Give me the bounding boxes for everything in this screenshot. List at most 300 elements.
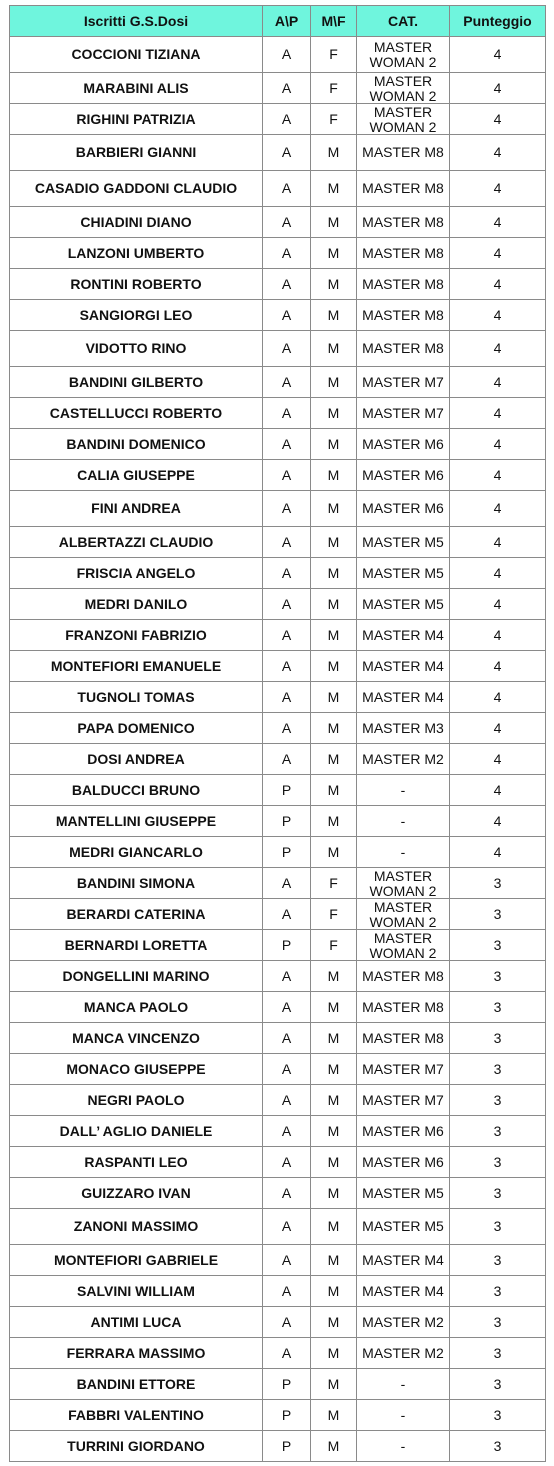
points-cell: 4 [450, 207, 546, 238]
points-cell: 4 [450, 558, 546, 589]
table-row [10, 238, 546, 269]
athlete-name-cell: ALBERTAZZI CLAUDIO [10, 527, 263, 558]
athlete-name-cell: FRISCIA ANGELO [10, 558, 263, 589]
table-body [10, 37, 546, 1462]
gender-cell: M [311, 1209, 357, 1245]
category-cell [357, 1054, 450, 1085]
gender-cell: M [311, 961, 357, 992]
athlete-name-cell: BERNARDI LORETTA [10, 930, 263, 961]
athlete-name-cell: BERARDI CATERINA [10, 899, 263, 930]
category-text: - [400, 1438, 406, 1454]
category-text: MASTER M4 [362, 1252, 444, 1268]
category-cell [357, 269, 450, 300]
gender-cell: M [311, 331, 357, 367]
points-cell: 3 [450, 1116, 546, 1147]
points-cell: 4 [450, 73, 546, 104]
category-cell [357, 300, 450, 331]
gender-cell: M [311, 300, 357, 331]
athlete-name-cell: MANCA PAOLO [10, 992, 263, 1023]
category-text: MASTER M8 [362, 968, 444, 984]
category-cell [357, 1023, 450, 1054]
ap-cell: A [263, 1023, 311, 1054]
athlete-name-cell: SALVINI WILLIAM [10, 1276, 263, 1307]
header-points: Punteggio [450, 6, 546, 37]
points-cell: 3 [450, 1400, 546, 1431]
table-row [10, 713, 546, 744]
ap-cell: A [263, 961, 311, 992]
points-cell: 3 [450, 1085, 546, 1116]
ap-cell: A [263, 171, 311, 207]
gender-cell: M [311, 837, 357, 868]
category-cell [357, 1178, 450, 1209]
ap-cell: A [263, 589, 311, 620]
ap-cell: A [263, 992, 311, 1023]
category-cell [357, 460, 450, 491]
table-row [10, 398, 546, 429]
category-text: MASTER M7 [362, 1061, 444, 1077]
category-cell [357, 837, 450, 868]
category-text: MASTER M8 [362, 1030, 444, 1046]
athlete-name-cell: LANZONI UMBERTO [10, 238, 263, 269]
ap-cell: A [263, 429, 311, 460]
gender-cell: M [311, 620, 357, 651]
category-text: MASTER M6 [362, 1123, 444, 1139]
table-row [10, 1369, 546, 1400]
athlete-name-cell: CASADIO GADDONI CLAUDIO [10, 171, 263, 207]
category-cell [357, 558, 450, 589]
table-row [10, 1209, 546, 1245]
athlete-name-cell: CASTELLUCCI ROBERTO [10, 398, 263, 429]
category-text: MASTER M8 [362, 245, 444, 261]
athlete-name-cell: MARABINI ALIS [10, 73, 263, 104]
table-row [10, 331, 546, 367]
ap-cell: A [263, 1116, 311, 1147]
points-cell: 3 [450, 1276, 546, 1307]
ap-cell: P [263, 837, 311, 868]
points-cell: 3 [450, 1209, 546, 1245]
table-row [10, 300, 546, 331]
athlete-name-cell: BANDINI GILBERTO [10, 367, 263, 398]
ap-cell: A [263, 460, 311, 491]
gender-cell: M [311, 398, 357, 429]
table-row [10, 1431, 546, 1462]
ap-cell: P [263, 1369, 311, 1400]
category-text: MASTER M5 [362, 1185, 444, 1201]
athlete-name-cell: FINI ANDREA [10, 491, 263, 527]
category-cell [357, 620, 450, 651]
table-row [10, 806, 546, 837]
category-text: MASTER M4 [362, 627, 444, 643]
category-text: MASTER M7 [362, 1092, 444, 1108]
header-name: Iscritti G.S.Dosi [10, 6, 263, 37]
header-ap: A\P [263, 6, 311, 37]
points-cell: 4 [450, 837, 546, 868]
athlete-name-cell: BALDUCCI BRUNO [10, 775, 263, 806]
gender-cell: M [311, 207, 357, 238]
category-cell [357, 171, 450, 207]
points-cell: 4 [450, 620, 546, 651]
category-cell [357, 1116, 450, 1147]
category-text: MASTER M2 [362, 1314, 444, 1330]
gender-cell: M [311, 775, 357, 806]
table-row [10, 744, 546, 775]
category-cell [357, 1209, 450, 1245]
table-row [10, 1276, 546, 1307]
category-cell [357, 1369, 450, 1400]
ap-cell: A [263, 104, 311, 135]
athlete-name-cell: TUGNOLI TOMAS [10, 682, 263, 713]
gender-cell: M [311, 1369, 357, 1400]
category-text: MASTER M5 [362, 596, 444, 612]
category-cell [357, 527, 450, 558]
table-row [10, 207, 546, 238]
athlete-name-cell: BANDINI DOMENICO [10, 429, 263, 460]
gender-cell: M [311, 1085, 357, 1116]
gender-cell: M [311, 1023, 357, 1054]
category-text: MASTER M6 [362, 436, 444, 452]
gender-cell: M [311, 1116, 357, 1147]
athlete-name-cell: RASPANTI LEO [10, 1147, 263, 1178]
points-cell: 3 [450, 1369, 546, 1400]
category-cell [357, 367, 450, 398]
gender-cell: M [311, 1307, 357, 1338]
ap-cell: A [263, 1338, 311, 1369]
points-cell: 3 [450, 1307, 546, 1338]
ap-cell: A [263, 269, 311, 300]
category-cell [357, 713, 450, 744]
category-text: MASTER M5 [362, 534, 444, 550]
table-row [10, 73, 546, 104]
table-row [10, 460, 546, 491]
gender-cell: M [311, 1147, 357, 1178]
ap-cell: A [263, 713, 311, 744]
athlete-name-cell: PAPA DOMENICO [10, 713, 263, 744]
category-cell [357, 73, 450, 104]
points-cell: 4 [450, 775, 546, 806]
athlete-name-cell: CHIADINI DIANO [10, 207, 263, 238]
category-cell [357, 961, 450, 992]
category-cell [357, 1400, 450, 1431]
athlete-name-cell: NEGRI PAOLO [10, 1085, 263, 1116]
points-cell: 4 [450, 238, 546, 269]
points-cell: 4 [450, 744, 546, 775]
ap-cell: A [263, 207, 311, 238]
points-cell: 4 [450, 367, 546, 398]
points-cell: 4 [450, 37, 546, 73]
athlete-name-cell: COCCIONI TIZIANA [10, 37, 263, 73]
category-text: MASTER M7 [362, 374, 444, 390]
points-cell: 3 [450, 1178, 546, 1209]
category-text: MASTER WOMAN 2 [369, 899, 437, 929]
points-cell: 3 [450, 1147, 546, 1178]
gender-cell: M [311, 744, 357, 775]
points-cell: 4 [450, 104, 546, 135]
gender-cell: F [311, 104, 357, 135]
table-row [10, 1245, 546, 1276]
ap-cell: A [263, 744, 311, 775]
gender-cell: F [311, 930, 357, 961]
category-cell [357, 682, 450, 713]
points-cell: 4 [450, 460, 546, 491]
category-cell [357, 992, 450, 1023]
athlete-name-cell: DONGELLINI MARINO [10, 961, 263, 992]
category-cell [357, 744, 450, 775]
gender-cell: M [311, 682, 357, 713]
table-row [10, 589, 546, 620]
category-cell [357, 589, 450, 620]
table-row [10, 37, 546, 73]
table-row [10, 1307, 546, 1338]
gender-cell: M [311, 589, 357, 620]
category-cell [357, 1085, 450, 1116]
category-text: MASTER M8 [362, 145, 444, 160]
category-text: - [400, 782, 406, 798]
athlete-name-cell: MONTEFIORI GABRIELE [10, 1245, 263, 1276]
ap-cell: A [263, 135, 311, 171]
points-cell: 4 [450, 429, 546, 460]
ap-cell: A [263, 651, 311, 682]
ap-cell: A [263, 1209, 311, 1245]
category-text: MASTER M6 [362, 467, 444, 483]
athlete-name-cell: CALIA GIUSEPPE [10, 460, 263, 491]
category-text: - [400, 1407, 406, 1423]
gender-cell: M [311, 527, 357, 558]
category-text: MASTER WOMAN 2 [369, 868, 437, 898]
athlete-name-cell: MEDRI DANILO [10, 589, 263, 620]
table-row [10, 269, 546, 300]
category-text: - [400, 844, 406, 860]
ap-cell: A [263, 331, 311, 367]
table-row [10, 930, 546, 961]
points-cell: 3 [450, 1023, 546, 1054]
table-row [10, 682, 546, 713]
ap-cell: P [263, 775, 311, 806]
category-cell [357, 806, 450, 837]
category-text: MASTER M8 [362, 341, 444, 356]
athlete-name-cell: MEDRI GIANCARLO [10, 837, 263, 868]
category-cell [357, 651, 450, 682]
category-text: MASTER WOMAN 2 [369, 39, 437, 70]
table-row [10, 367, 546, 398]
ap-cell: A [263, 1085, 311, 1116]
gender-cell: M [311, 238, 357, 269]
table-row [10, 1147, 546, 1178]
athlete-name-cell: FERRARA MASSIMO [10, 1338, 263, 1369]
category-cell [357, 331, 450, 367]
header-row [10, 6, 546, 37]
gender-cell: M [311, 713, 357, 744]
category-text: MASTER M5 [362, 1219, 444, 1234]
scores-table [9, 5, 546, 1462]
category-cell [357, 1431, 450, 1462]
ap-cell: P [263, 1431, 311, 1462]
athlete-name-cell: FABBRI VALENTINO [10, 1400, 263, 1431]
gender-cell: M [311, 429, 357, 460]
points-cell: 3 [450, 1054, 546, 1085]
category-cell [357, 491, 450, 527]
category-cell [357, 1338, 450, 1369]
ap-cell: A [263, 398, 311, 429]
gender-cell: M [311, 1431, 357, 1462]
ap-cell: A [263, 899, 311, 930]
table-row [10, 992, 546, 1023]
athlete-name-cell: MONTEFIORI EMANUELE [10, 651, 263, 682]
category-cell [357, 1276, 450, 1307]
gender-cell: M [311, 1245, 357, 1276]
gender-cell: M [311, 1178, 357, 1209]
table-row [10, 868, 546, 899]
athlete-name-cell: BARBIERI GIANNI [10, 135, 263, 171]
category-cell [357, 775, 450, 806]
ap-cell: A [263, 300, 311, 331]
table-row [10, 1054, 546, 1085]
table-row [10, 491, 546, 527]
points-cell: 3 [450, 868, 546, 899]
ap-cell: A [263, 868, 311, 899]
table-row [10, 1085, 546, 1116]
points-cell: 4 [450, 651, 546, 682]
points-cell: 4 [450, 491, 546, 527]
athlete-name-cell: DOSI ANDREA [10, 744, 263, 775]
athlete-name-cell: RONTINI ROBERTO [10, 269, 263, 300]
category-cell [357, 238, 450, 269]
category-text: - [400, 1376, 406, 1392]
category-cell [357, 37, 450, 73]
gender-cell: M [311, 1054, 357, 1085]
category-text: MASTER M5 [362, 565, 444, 581]
table-row [10, 171, 546, 207]
table-row [10, 899, 546, 930]
ap-cell: A [263, 682, 311, 713]
ap-cell: A [263, 73, 311, 104]
ap-cell: A [263, 238, 311, 269]
category-cell [357, 868, 450, 899]
category-cell [357, 1307, 450, 1338]
gender-cell: F [311, 868, 357, 899]
points-cell: 4 [450, 682, 546, 713]
category-text: MASTER M3 [362, 720, 444, 736]
ap-cell: A [263, 1276, 311, 1307]
table-row [10, 1178, 546, 1209]
athlete-name-cell: SANGIORGI LEO [10, 300, 263, 331]
ap-cell: P [263, 930, 311, 961]
athlete-name-cell: ZANONI MASSIMO [10, 1209, 263, 1245]
gender-cell: F [311, 899, 357, 930]
ap-cell: A [263, 1245, 311, 1276]
gender-cell: F [311, 73, 357, 104]
gender-cell: M [311, 135, 357, 171]
gender-cell: M [311, 269, 357, 300]
category-cell [357, 1245, 450, 1276]
points-cell: 4 [450, 398, 546, 429]
gender-cell: M [311, 992, 357, 1023]
table-row [10, 961, 546, 992]
category-text: MASTER M4 [362, 1283, 444, 1299]
gender-cell: M [311, 806, 357, 837]
athlete-name-cell: TURRINI GIORDANO [10, 1431, 263, 1462]
points-cell: 3 [450, 992, 546, 1023]
points-cell: 4 [450, 806, 546, 837]
category-cell [357, 429, 450, 460]
athlete-name-cell: GUIZZARO IVAN [10, 1178, 263, 1209]
athlete-name-cell: DALL’ AGLIO DANIELE [10, 1116, 263, 1147]
athlete-name-cell: FRANZONI FABRIZIO [10, 620, 263, 651]
athlete-name-cell: BANDINI ETTORE [10, 1369, 263, 1400]
category-text: MASTER M6 [362, 501, 444, 516]
category-text: MASTER M4 [362, 658, 444, 674]
category-text: MASTER M8 [362, 276, 444, 292]
table-row [10, 620, 546, 651]
points-cell: 3 [450, 1431, 546, 1462]
table-row [10, 1116, 546, 1147]
athlete-name-cell: MANTELLINI GIUSEPPE [10, 806, 263, 837]
points-cell: 3 [450, 899, 546, 930]
points-cell: 3 [450, 930, 546, 961]
points-cell: 4 [450, 331, 546, 367]
ap-cell: A [263, 1147, 311, 1178]
points-cell: 4 [450, 589, 546, 620]
ap-cell: A [263, 1054, 311, 1085]
ap-cell: P [263, 806, 311, 837]
athlete-name-cell: BANDINI SIMONA [10, 868, 263, 899]
table-row [10, 775, 546, 806]
athlete-name-cell: MANCA VINCENZO [10, 1023, 263, 1054]
category-cell [357, 899, 450, 930]
points-cell: 4 [450, 527, 546, 558]
ap-cell: A [263, 558, 311, 589]
table-row [10, 104, 546, 135]
category-text: MASTER M2 [362, 751, 444, 767]
category-text: MASTER M8 [362, 999, 444, 1015]
table-row [10, 1338, 546, 1369]
category-text: MASTER M4 [362, 689, 444, 705]
category-text: MASTER WOMAN 2 [369, 930, 437, 960]
category-text: MASTER M8 [362, 214, 444, 230]
ap-cell: P [263, 1400, 311, 1431]
gender-cell: M [311, 651, 357, 682]
category-cell [357, 135, 450, 171]
ap-cell: A [263, 367, 311, 398]
category-text: MASTER M8 [362, 307, 444, 323]
table-row [10, 651, 546, 682]
category-text: MASTER WOMAN 2 [369, 73, 437, 103]
ap-cell: A [263, 1307, 311, 1338]
ap-cell: A [263, 527, 311, 558]
points-cell: 3 [450, 1245, 546, 1276]
table-row [10, 558, 546, 589]
category-text: MASTER M6 [362, 1154, 444, 1170]
gender-cell: M [311, 491, 357, 527]
athlete-name-cell: ANTIMI LUCA [10, 1307, 263, 1338]
gender-cell: M [311, 171, 357, 207]
ap-cell: A [263, 37, 311, 73]
points-cell: 3 [450, 1338, 546, 1369]
points-cell: 4 [450, 269, 546, 300]
category-text: MASTER M8 [362, 181, 444, 196]
gender-cell: M [311, 1276, 357, 1307]
gender-cell: M [311, 1400, 357, 1431]
table-row [10, 135, 546, 171]
ap-cell: A [263, 491, 311, 527]
category-cell [357, 207, 450, 238]
table-row [10, 837, 546, 868]
athlete-name-cell: VIDOTTO RINO [10, 331, 263, 367]
table-row [10, 1023, 546, 1054]
category-text: - [400, 813, 406, 829]
ap-cell: A [263, 620, 311, 651]
points-cell: 4 [450, 171, 546, 207]
athlete-name-cell: RIGHINI PATRIZIA [10, 104, 263, 135]
